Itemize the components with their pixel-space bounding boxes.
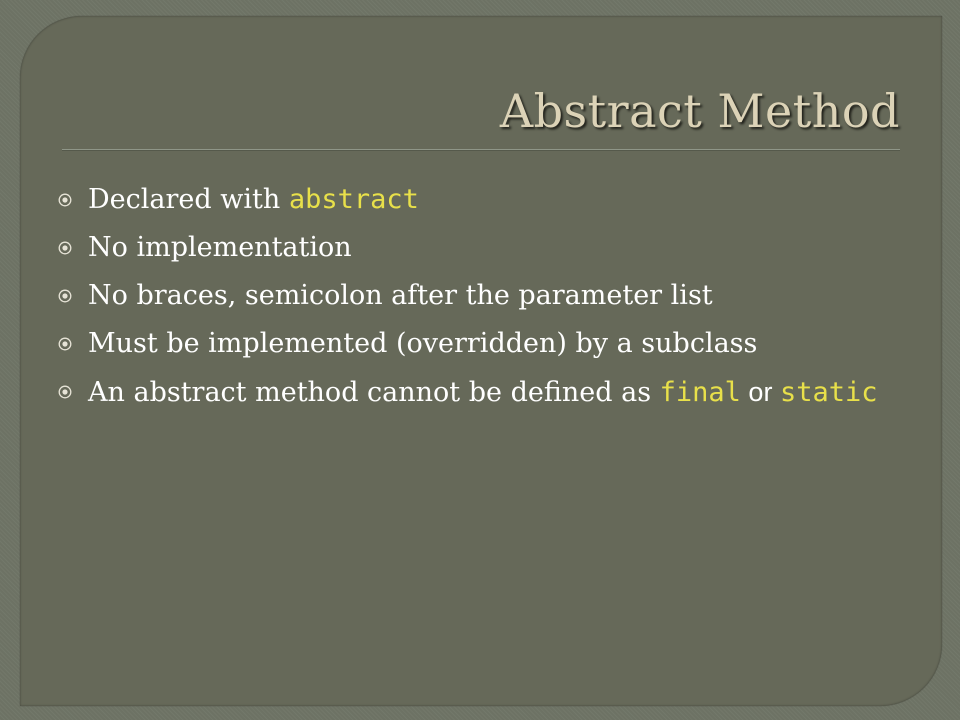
connector-text: or [740,377,780,407]
bullet-text: No braces, semicolon after the parameter list [88,280,713,311]
code-keyword-abstract: abstract [288,184,419,215]
circled-dot-icon [58,337,72,351]
code-keyword-final: final [659,377,741,408]
circled-dot-icon [58,193,72,207]
title-divider [62,149,900,151]
bullet-text: Declared with [88,184,289,215]
bullet-item [58,274,898,318]
circled-dot-icon [58,385,72,399]
bullet-text: An abstract method cannot be defined as [88,377,660,408]
bullet-item [58,370,898,415]
bullet-item [58,178,898,222]
bullet-list [58,178,898,419]
bullet-item [58,226,898,270]
bullet-text: Must be implemented (overridden) by a subclass [88,328,758,359]
circled-dot-icon [58,289,72,303]
bullet-item [58,322,898,366]
bullet-text: No implementation [88,232,352,263]
slide-title: Abstract Method [499,84,900,138]
code-keyword-static: static [779,377,878,408]
circled-dot-icon [58,241,72,255]
